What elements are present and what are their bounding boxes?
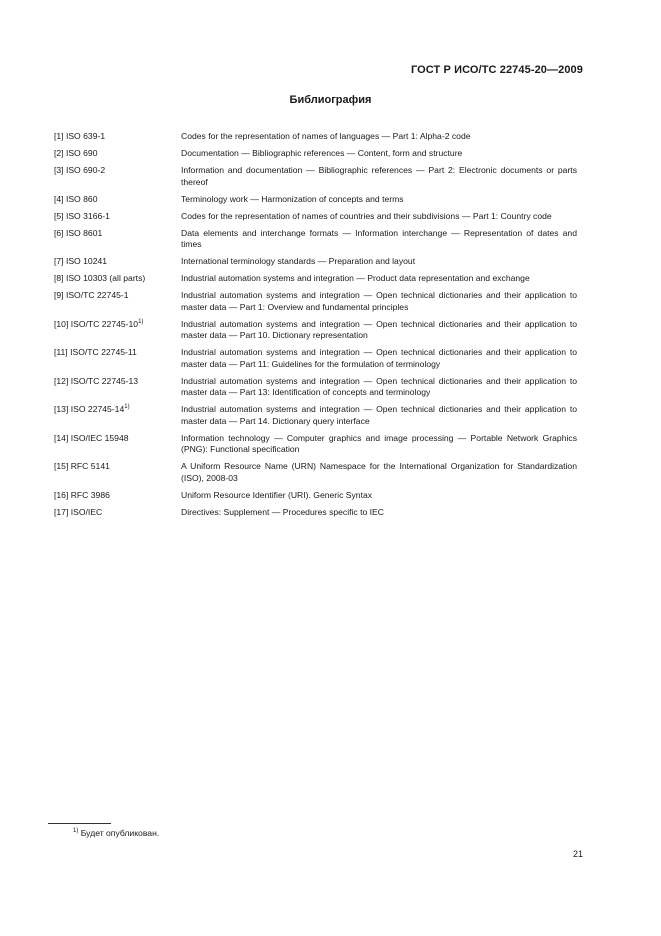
bibliography-ref-label: [9] ISO/TC 22745-1 (54, 290, 129, 300)
bibliography-title: International terminology standards — Preparation and layout (181, 256, 416, 266)
bibliography-title: Industrial automation systems and integration — Open technical dictionaries and their application to master data — Part 10. Dictionary representation (181, 318, 577, 340)
bibliography-ref (54, 165, 181, 188)
page-title: Библиография (289, 94, 372, 106)
bibliography-ref-label: [16] RFC 3986 (54, 489, 110, 500)
bibliography-ref-label: [5] ISO 3166-1 (54, 210, 110, 221)
bibliography-title: Codes for the representation of names of countries and their subdivisions — Part 1: Country code (181, 210, 552, 221)
bibliography-entry (54, 131, 577, 143)
bibliography-ref-label: [12] ISO/TC 22745-13 (54, 375, 139, 386)
page-number: 21 (572, 849, 583, 859)
bibliography-title: Industrial automation systems and integration — Open technical dictionaries and their application to master data — Part 11: Guidelines for the formulation of terminology (181, 347, 577, 369)
bibliography-entry (54, 228, 577, 251)
bibliography-entry (54, 347, 577, 370)
bibliography-title: Information and documentation — Bibliographic references — Part 2: Electronic documents or parts thereof (181, 165, 577, 187)
bibliography-ref-label: [1] ISO 639-1 (54, 131, 106, 141)
bibliography-ref (54, 461, 181, 484)
bibliography-entry (54, 404, 577, 427)
bibliography-ref (54, 211, 181, 223)
bibliography-ref (54, 256, 181, 268)
bibliography-title: Information technology — Computer graphics and image processing — Portable Network Graphics (PNG): Functional specification (181, 432, 577, 454)
bibliography-ref (54, 228, 181, 251)
bibliography-entry (54, 433, 577, 456)
bibliography-ref (54, 404, 181, 427)
bibliography-ref-label: [11] ISO/TC 22745-11 (54, 347, 137, 357)
bibliography-entry (54, 290, 577, 313)
bibliography-entry (54, 211, 577, 223)
footnote-marker: 1) (73, 828, 79, 835)
bibliography-entry (54, 165, 577, 188)
bibliography-ref-label: [15] RFC 5141 (54, 461, 110, 471)
bibliography-title: Industrial automation systems and integration — Open technical dictionaries and their application to master data — Part 1: Overview and fundamental principles (181, 290, 577, 312)
bibliography-title: Industrial automation systems and integration — Open technical dictionaries and their application to master data — Part 14. Dictionary query interface (181, 404, 577, 426)
footnote-ref-marker: 1) (138, 318, 144, 325)
bibliography-entry (54, 507, 577, 519)
bibliography-entry (54, 461, 577, 484)
bibliography-entry (54, 273, 577, 285)
bibliography-entry (54, 319, 577, 342)
bibliography-entry (54, 490, 577, 502)
bibliography-ref (54, 273, 181, 285)
bibliography-title: Documentation — Bibliographic references — Content, form and structure (181, 148, 463, 158)
bibliography-ref-label: [17] ISO/IEC (54, 506, 103, 517)
bibliography-ref (54, 433, 181, 456)
standard-header: ГОСТ Р ИСО/ТС 22745-20—2009 (410, 64, 583, 76)
bibliography-ref-label: [13] ISO 22745-14 (54, 404, 125, 414)
bibliography-ref-label: [6] ISO 8601 (54, 227, 103, 238)
bibliography-ref (54, 194, 181, 206)
bibliography-title: Terminology work — Harmonization of concepts and terms (181, 193, 404, 204)
bibliography-entry (54, 194, 577, 206)
bibliography-entry (54, 148, 577, 160)
footnote-text: Будет опубликован. (80, 828, 160, 838)
bibliography-entry (54, 256, 577, 268)
bibliography-ref (54, 319, 181, 342)
bibliography-ref-label: [2] ISO 690 (54, 148, 98, 158)
bibliography-ref (54, 507, 181, 519)
bibliography-ref-label: [4] ISO 860 (54, 193, 98, 204)
footnote-ref-marker: 1) (124, 404, 130, 411)
footnote (73, 828, 159, 838)
bibliography-ref (54, 290, 181, 313)
bibliography-entry (54, 376, 577, 399)
bibliography-ref (54, 148, 181, 160)
footnote-divider (48, 823, 111, 824)
bibliography-ref (54, 376, 181, 399)
bibliography-title: Codes for the representation of names of languages — Part 1: Alpha-2 code (181, 131, 471, 141)
bibliography-list (54, 131, 577, 524)
bibliography-title: Uniform Resource Identifier (URI). Generic Syntax (181, 489, 373, 500)
bibliography-ref-label: [8] ISO 10303 (all parts) (54, 273, 146, 283)
bibliography-title: Industrial automation systems and integration — Open technical dictionaries and their application to master data — Part 13: Identification of concepts and terminology (181, 375, 577, 397)
bibliography-ref-label: [7] ISO 10241 (54, 256, 108, 266)
bibliography-ref-label: [10] ISO/TC 22745-10 (54, 318, 139, 329)
bibliography-ref-label: [14] ISO/IEC 15948 (54, 432, 129, 443)
bibliography-title: Directives: Supplement — Procedures specific to IEC (181, 506, 384, 517)
bibliography-ref (54, 131, 181, 143)
bibliography-ref (54, 490, 181, 502)
bibliography-title: A Uniform Resource Name (URN) Namespace for the International Organization for Standardization (ISO), 2008-03 (181, 461, 577, 483)
bibliography-ref-label: [3] ISO 690-2 (54, 165, 106, 175)
bibliography-title: Industrial automation systems and integration — Product data representation and exchange (181, 273, 530, 283)
bibliography-ref (54, 347, 181, 370)
bibliography-title: Data elements and interchange formats — Information interchange — Representation of dates and times (181, 227, 577, 249)
